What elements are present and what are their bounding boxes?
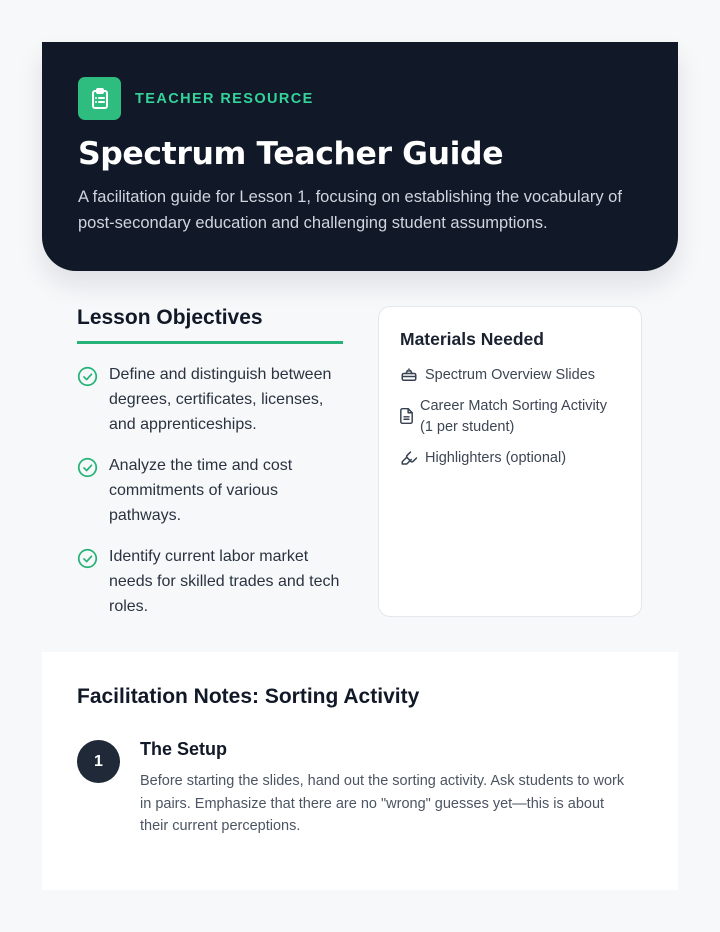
objective-text: Analyze the time and cost commitments of various pathways. — [109, 457, 293, 524]
step-description: Before starting the slides, hand out the sorting activity. Ask students to work in pairs. Emphasize that there are no "wrong" guesses yet—this is about their current perceptions. — [140, 773, 625, 834]
header-tag: TEACHER RESOURCE — [135, 90, 314, 107]
objectives-title: Lesson Objectives — [77, 306, 343, 344]
material-label: Spectrum Overview Slides — [425, 367, 596, 383]
objective-item — [77, 453, 343, 528]
material-item — [400, 365, 621, 386]
material-label: Highlighters (optional) — [425, 450, 567, 466]
material-item — [400, 396, 621, 438]
material-label: Career Match Sorting Activity (1 per student) — [420, 398, 607, 435]
materials-card — [378, 306, 642, 617]
facilitation-notes — [42, 652, 678, 890]
materials-title: Materials Needed — [400, 329, 544, 349]
check-circle-icon — [77, 457, 98, 478]
objectives-list — [77, 362, 343, 619]
objective-item — [77, 362, 343, 437]
clipboard-icon — [78, 77, 121, 120]
materials-list — [400, 365, 621, 469]
guide-header — [42, 42, 678, 271]
page-title: Spectrum Teacher Guide — [78, 136, 504, 172]
lesson-objectives — [77, 306, 343, 635]
document-icon — [400, 407, 413, 425]
objective-text: Define and distinguish between degrees, certificates, licenses, and apprenticeships. — [109, 366, 332, 433]
objective-text: Identify current labor market needs for skilled trades and tech roles. — [109, 548, 340, 615]
facilitation-step — [77, 738, 643, 838]
check-circle-icon — [77, 548, 98, 569]
step-title: The Setup — [140, 739, 228, 759]
material-item — [400, 448, 621, 469]
presentation-icon — [400, 366, 418, 384]
check-circle-icon — [77, 366, 98, 387]
objective-item — [77, 544, 343, 619]
page-subtitle: A facilitation guide for Lesson 1, focusing on establishing the vocabulary of post-secondary education and challenging student assumptions. — [78, 188, 622, 232]
highlighter-icon — [400, 449, 418, 467]
facilitation-title: Facilitation Notes: Sorting Activity — [77, 685, 420, 708]
step-body — [140, 738, 630, 838]
header-tag-row — [78, 77, 642, 120]
step-number-badge: 1 — [77, 740, 120, 783]
